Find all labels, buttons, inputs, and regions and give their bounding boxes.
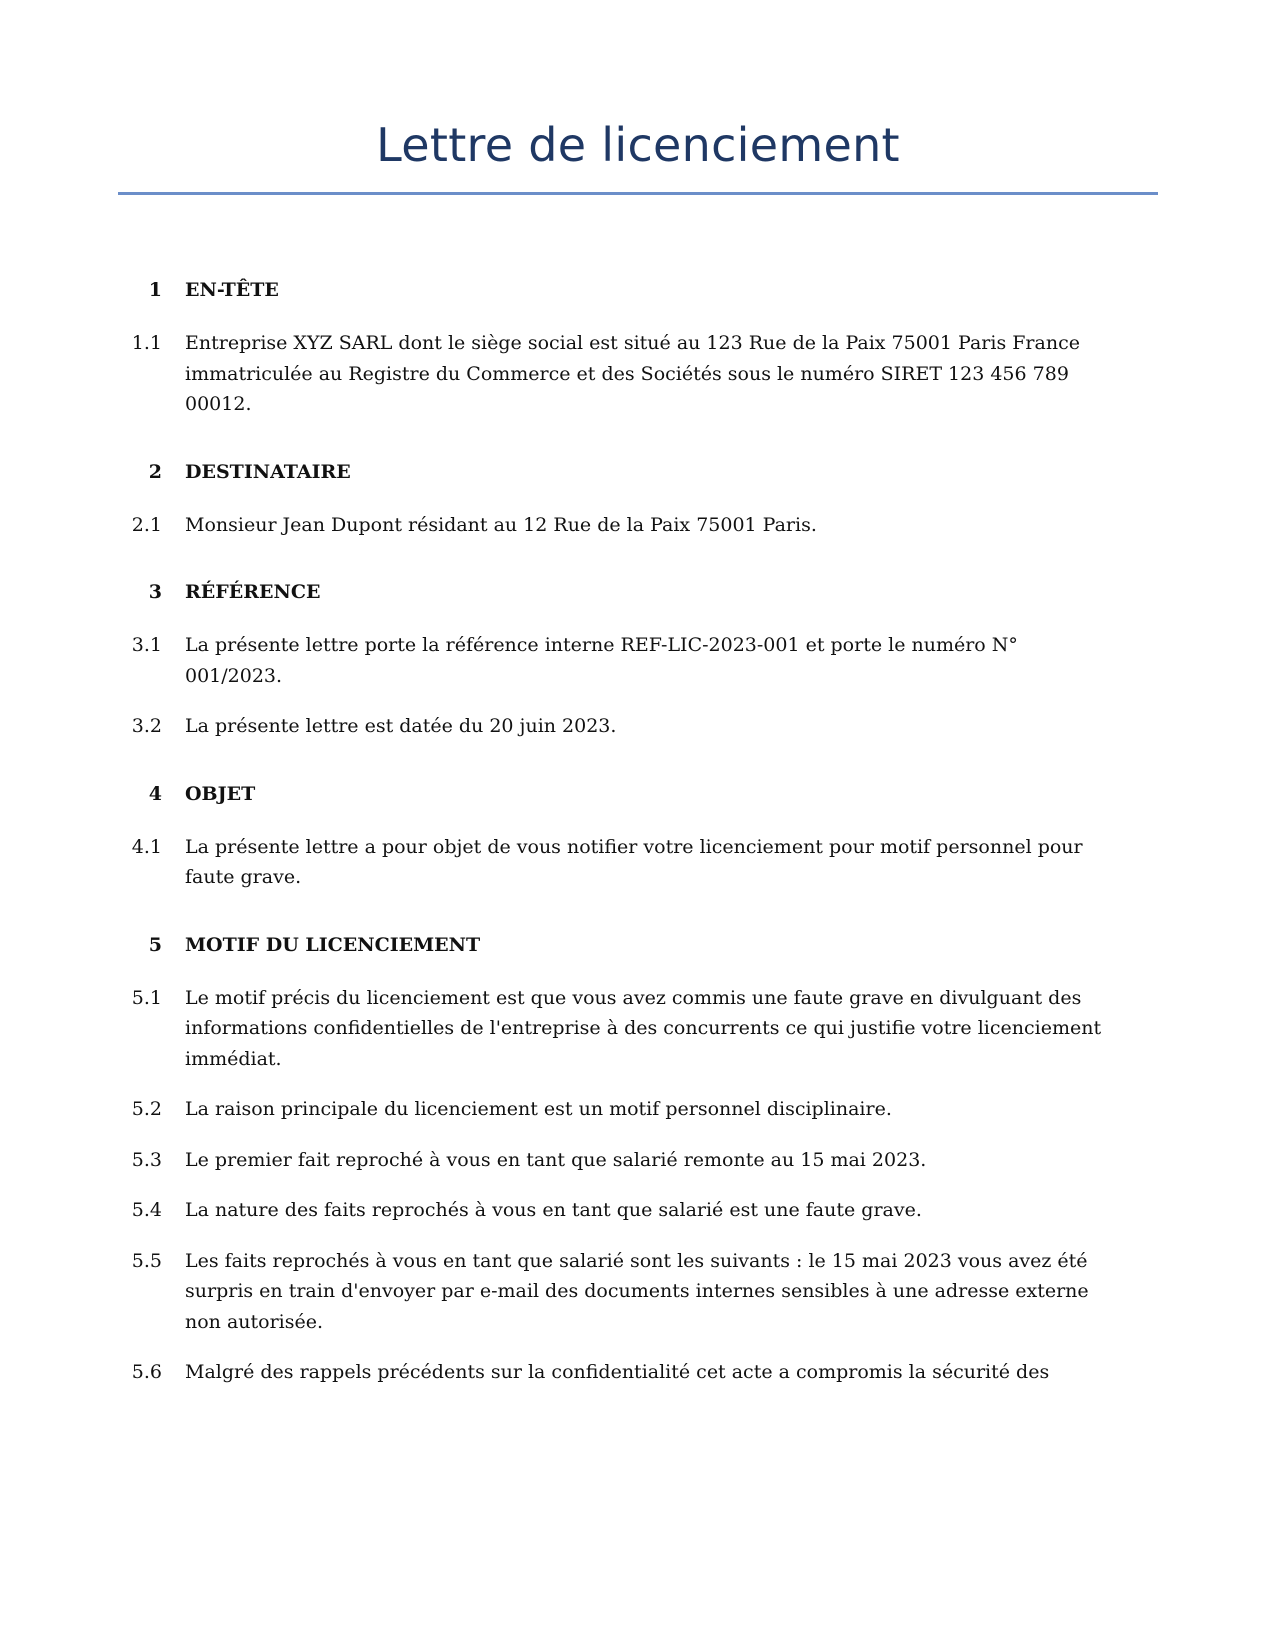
document-title: Lettre de licenciement <box>376 118 900 172</box>
clause-text: La nature des faits reprochés à vous en tant que salarié est une faute grave. <box>185 1199 922 1221</box>
clause <box>0 1246 1275 1338</box>
clause-number: 5.2 <box>131 1098 162 1120</box>
section-objet <box>0 782 1275 893</box>
section-number: 3 <box>148 581 162 603</box>
clause <box>0 630 1275 691</box>
clause-number: 3.2 <box>131 715 162 737</box>
section-number: 2 <box>148 460 162 483</box>
clause-text: Les faits reprochés à vous en tant que salarié sont les suivants : le 15 mai 2023 vous avez été surpris en train d'envoyer par e-mail des documents internes sensibles à une adresse externe non autorisée. <box>185 1249 1089 1333</box>
section-title: EN-TÊTE <box>185 279 279 301</box>
section-title: DESTINATAIRE <box>185 460 351 483</box>
clause-text: La présente lettre porte la référence interne REF-LIC-2023-001 et porte le numéro N° 001/2023. <box>185 634 1018 687</box>
clause <box>0 711 1275 742</box>
clause <box>0 1145 1275 1176</box>
clause <box>0 832 1275 893</box>
clause-number: 5.5 <box>131 1249 162 1272</box>
clause <box>0 983 1275 1075</box>
clause-text: La présente lettre est datée du 20 juin 2023. <box>185 715 617 737</box>
section-en-tete <box>0 278 1275 420</box>
clause-text: Malgré des rappels précédents sur la confidentialité cet acte a compromis la sécurité des <box>185 1361 1050 1383</box>
clause-text: Le motif précis du licenciement est que vous avez commis une faute grave en divulguant des informations confidentielles de l'entreprise à des concurrents ce qui justifie votre licenciement immédiat. <box>185 986 1102 1070</box>
clause-text: Entreprise XYZ SARL dont le siège social est situé au 123 Rue de la Paix 75001 Paris France immatriculée au Registre du Commerce et des Sociétés sous le numéro SIRET 123 456 789 00012. <box>185 332 1080 415</box>
section-title: OBJET <box>185 782 256 805</box>
clause-number: 5.3 <box>131 1148 162 1171</box>
section-heading <box>0 278 1275 302</box>
clause-text: La présente lettre a pour objet de vous notifier votre licenciement pour motif personnel pour faute grave. <box>185 835 1083 888</box>
clause <box>0 1357 1275 1388</box>
section-heading <box>0 933 1275 957</box>
section-motif <box>0 933 1275 1388</box>
title-underline <box>118 192 1158 195</box>
clause-number: 3.1 <box>131 634 162 656</box>
clause <box>0 1195 1275 1226</box>
section-reference <box>0 580 1275 742</box>
clause-number: 5.4 <box>131 1199 162 1221</box>
clause-number: 5.6 <box>131 1361 162 1383</box>
section-heading <box>0 782 1275 806</box>
clause <box>0 510 1275 541</box>
clause-number: 1.1 <box>131 332 162 354</box>
document-body <box>0 278 1275 1416</box>
clause-text: Le premier fait reproché à vous en tant que salarié remonte au 15 mai 2023. <box>185 1148 927 1171</box>
section-number: 5 <box>148 933 162 956</box>
clause <box>0 1094 1275 1125</box>
section-title: RÉFÉRENCE <box>185 581 321 603</box>
clause-number: 5.1 <box>131 986 162 1009</box>
clause-number: 4.1 <box>131 835 162 858</box>
section-number: 1 <box>148 279 162 301</box>
clause-text: La raison principale du licenciement est un motif personnel disciplinaire. <box>185 1098 892 1120</box>
section-title: MOTIF DU LICENCIEMENT <box>185 933 481 956</box>
section-heading <box>0 460 1275 484</box>
clause <box>0 328 1275 420</box>
clause-text: Monsieur Jean Dupont résidant au 12 Rue de la Paix 75001 Paris. <box>185 513 817 536</box>
section-heading <box>0 580 1275 604</box>
section-number: 4 <box>148 782 162 805</box>
section-destinataire <box>0 460 1275 541</box>
clause-number: 2.1 <box>131 513 162 536</box>
